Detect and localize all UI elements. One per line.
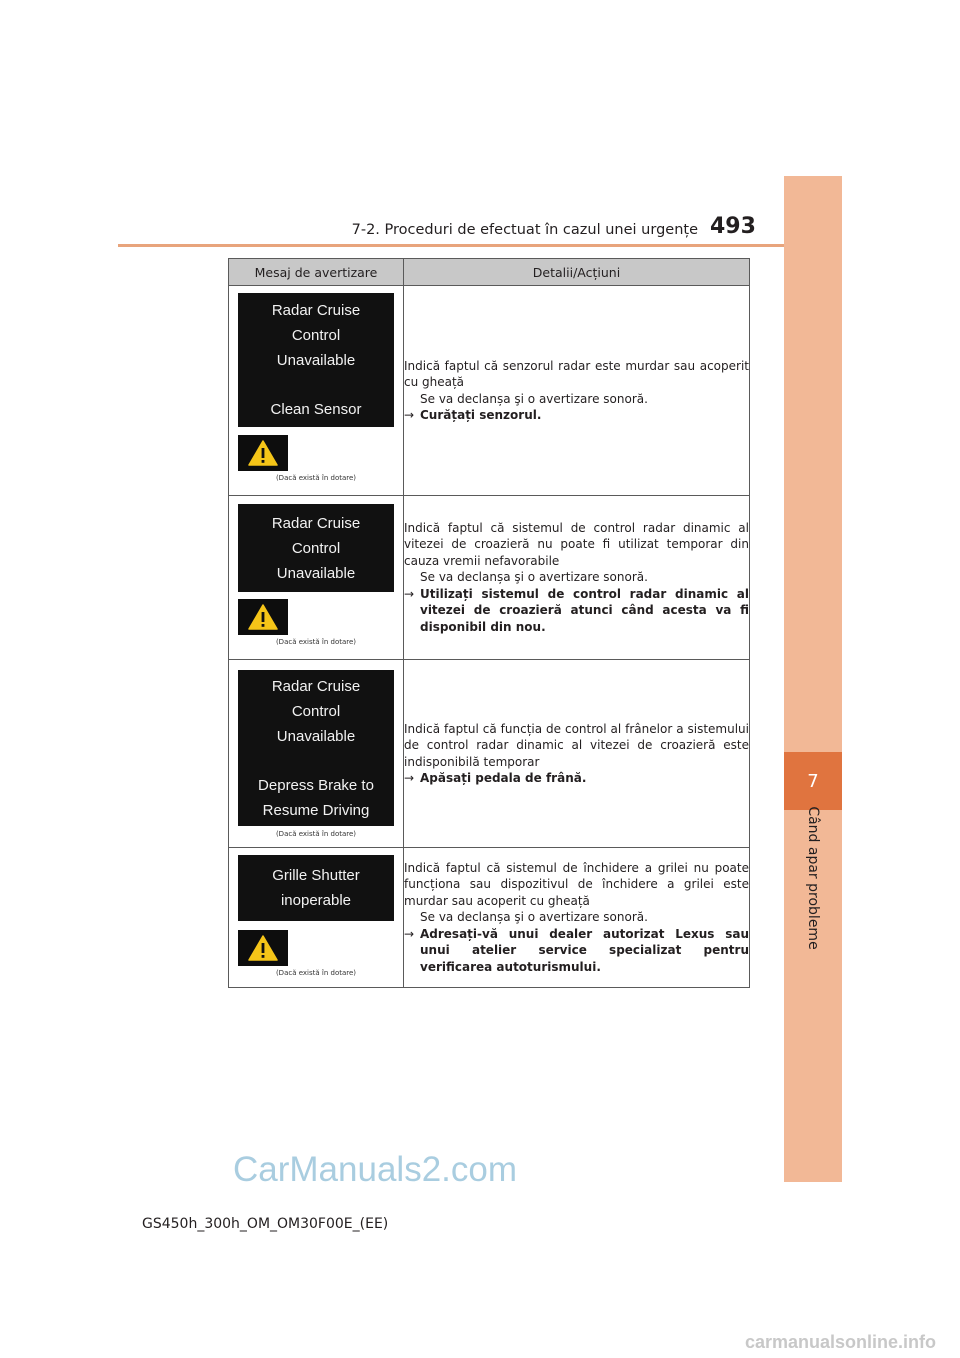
page-number: 493 (710, 214, 756, 239)
display-screen (238, 670, 394, 826)
table-row (229, 660, 750, 848)
details-cell (404, 660, 750, 848)
bottom-bar (0, 1322, 960, 1358)
table-row (229, 496, 750, 660)
arrow-right-icon: → (404, 408, 415, 422)
message-cell (229, 496, 404, 660)
details-action (404, 586, 749, 636)
details-action (404, 407, 749, 424)
display-line: Unavailable (276, 727, 356, 745)
details-text: Indică faptul că funcția de control al frânelor a sistemului de control radar dinamic al vitezei de croazieră este indisponibilă temporar (404, 721, 749, 769)
optional-note: (Dacă există în dotare) (275, 638, 357, 646)
display-line: Control (291, 702, 341, 720)
table-row (229, 848, 750, 988)
section-title: 7-2. Proceduri de efectuat în cazul unei urgențe (351, 222, 698, 238)
display-line: Grille Shutter (272, 867, 360, 884)
display-screen (238, 855, 394, 921)
details-sound: Se va declanșa şi o avertizare sonoră. (420, 910, 648, 925)
message-cell (229, 848, 404, 988)
warning-icon (238, 435, 288, 471)
display-line: Radar Cruise (271, 514, 361, 532)
optional-note: (Dacă există în dotare) (275, 473, 357, 482)
display-line: Unavailable (276, 351, 356, 369)
arrow-right-icon: → (404, 586, 415, 601)
display-line: Unavailable (276, 564, 356, 582)
arrow-right-icon: → (404, 926, 415, 941)
display-line: inoperable (280, 892, 352, 909)
document-code: GS450h_300h_OM_OM30F00E_(EE) (142, 1216, 389, 1232)
action-text: Utilizați sistemul de control radar dinamic al vitezei de croazieră atunci când acesta va fi disponibil din nou. (420, 586, 749, 634)
arrow-right-icon: → (404, 771, 415, 785)
details-text: Indică faptul că sistemul de control radar dinamic al vitezei de croazieră nu poate fi utilizat temporar din cauza vremii nefavorabile (404, 520, 749, 568)
table-header-row (229, 259, 750, 286)
display-line: Depress Brake to (258, 776, 374, 794)
message-cell (229, 660, 404, 848)
display-line: Control (291, 539, 341, 557)
action-text: Adresați-vă unui dealer autorizat Lexus sau unui atelier service specializat pentru verificarea autoturismului. (420, 926, 749, 974)
column-header-details: Detalii/Acțiuni (404, 259, 750, 286)
chapter-title: Când apar probleme (805, 806, 821, 950)
display-line: Radar Cruise (271, 301, 361, 319)
details-sound: Se va declanșa şi o avertizare sonoră. (420, 391, 648, 406)
message-cell (229, 286, 404, 496)
display-screen (238, 504, 394, 592)
chapter-side-tab (784, 176, 842, 1182)
details-cell (404, 848, 750, 988)
chapter-number: 7 (784, 752, 842, 810)
action-text: Curățați senzorul. (420, 408, 542, 422)
optional-note: (Dacă există în dotare) (275, 830, 357, 838)
watermark-carmanualsonline: carmanualsonline.info (744, 1332, 936, 1352)
display-screen (238, 293, 394, 427)
details-cell (404, 496, 750, 660)
details-action (404, 770, 749, 787)
table-row (229, 286, 750, 496)
details-action (404, 926, 749, 976)
watermark-carmanuals2: CarManuals2.com (233, 1150, 517, 1189)
header-rule (118, 244, 784, 247)
action-text: Apăsați pedala de frână. (420, 771, 587, 785)
display-line: Control (291, 326, 341, 344)
details-text: Indică faptul că sistemul de închidere a grilei nu poate funcționa sau dispozitivul de închidere a grilei este murdar sau acoperit cu gheață (404, 860, 749, 908)
details-text: Indică faptul că senzorul radar este murdar sau acoperit cu gheață (404, 358, 749, 389)
display-line: Clean Sensor (270, 400, 362, 418)
warning-icon (238, 599, 288, 635)
warning-icon (238, 930, 288, 966)
display-line: Radar Cruise (271, 677, 361, 695)
details-sound: Se va declanșa şi o avertizare sonoră. (420, 570, 648, 585)
optional-note: (Dacă există în dotare) (275, 969, 357, 977)
column-header-message: Mesaj de avertizare (229, 259, 404, 286)
warning-table (228, 258, 750, 988)
details-cell (404, 286, 750, 496)
display-line: Resume Driving (262, 801, 370, 819)
